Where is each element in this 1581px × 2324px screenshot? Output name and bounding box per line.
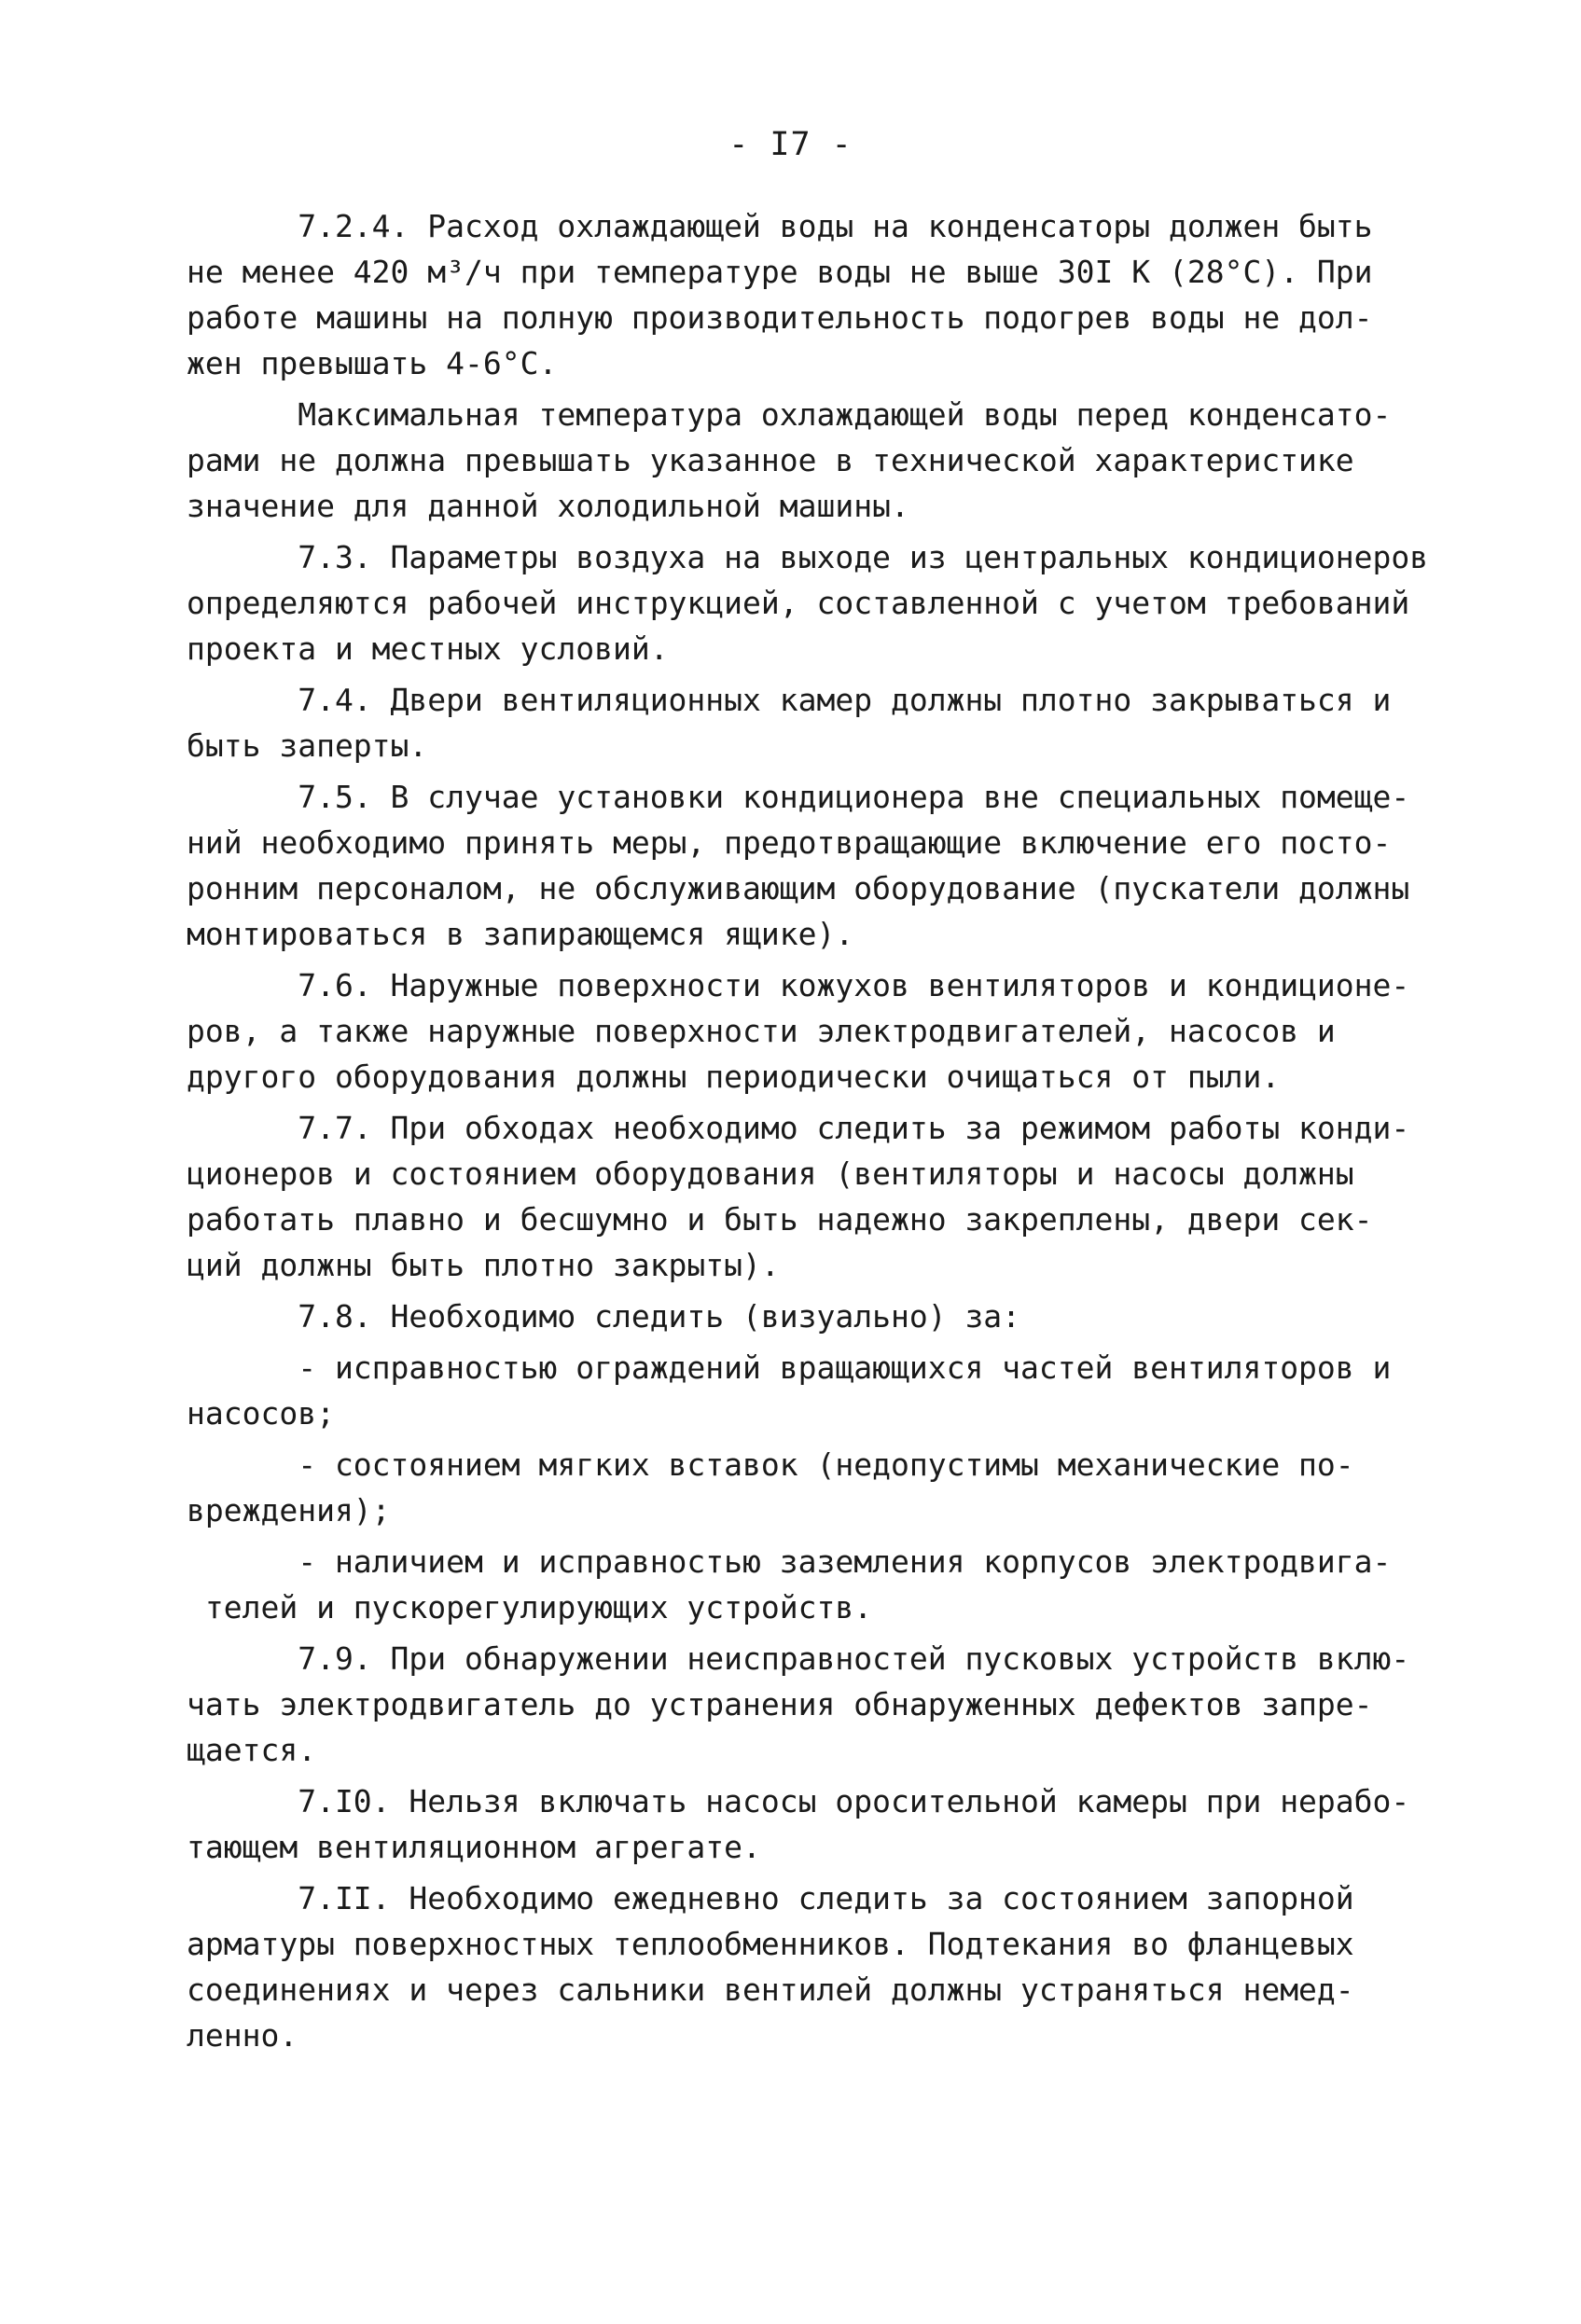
document-body <box>187 203 1436 2058</box>
text-line: - состоянием мягких вставок (недопустимы механические по- <box>187 1446 1354 1483</box>
text-line: ленно. <box>187 2017 298 2054</box>
text-line: не менее 420 м³/ч при температуре воды не выше 30I К (28°С). При <box>187 254 1373 290</box>
text-line: работе машины на полную производительность подогрев воды не дол- <box>187 299 1373 336</box>
text-line: ний необходимо принять меры, предотвращающие включение его посто- <box>187 824 1392 861</box>
text-line: проекта и местных условий. <box>187 630 669 667</box>
page-number: - I7 - <box>728 126 853 163</box>
text-line: насосов; <box>187 1395 335 1432</box>
text-line: чать электродвигатель до устранения обнаруженных дефектов запре- <box>187 1686 1373 1722</box>
text-line: арматуры поверхностных теплообменников. Подтекания во фланцевых <box>187 1926 1354 1962</box>
text-line: тающем вентиляционном агрегате. <box>187 1829 761 1865</box>
text-line: 7.4. Двери вентиляционных камер должны плотно закрываться и <box>187 682 1392 718</box>
text-line: 7.II. Необходимо ежедневно следить за состоянием запорной <box>187 1880 1354 1916</box>
text-line: 7.2.4. Расход охлаждающей воды на конденсаторы должен быть <box>187 208 1373 244</box>
text-line: - исправностью ограждений вращающихся частей вентиляторов и <box>187 1349 1392 1386</box>
text-line: 7.3. Параметры воздуха на выходе из центральных кондиционеров <box>187 539 1429 575</box>
text-line: определяются рабочей инструкцией, составленной с учетом требований <box>187 585 1410 621</box>
text-line: телей и пускорегулирующих устройств. <box>187 1589 873 1625</box>
text-line: 7.7. При обходах необходимо следить за режимом работы конди- <box>187 1110 1410 1146</box>
text-line: 7.5. В случае установки кондиционера вне специальных помеще- <box>187 779 1410 815</box>
text-line: 7.8. Необходимо следить (визуально) за: <box>187 1298 1021 1335</box>
text-line: Максимальная температура охлаждающей воды перед конденсато- <box>187 396 1392 433</box>
text-line: работать плавно и бесшумно и быть надежно закреплены, двери сек- <box>187 1201 1373 1238</box>
text-line: другого оборудования должны периодически очищаться от пыли. <box>187 1058 1281 1095</box>
text-line: ров, а также наружные поверхности электродвигателей, насосов и <box>187 1013 1336 1049</box>
text-line: - наличием и исправностью заземления корпусов электродвига- <box>187 1543 1392 1580</box>
text-line: 7.I0. Нельзя включать насосы оросительной камеры при нерабо- <box>187 1783 1410 1819</box>
text-line: монтироваться в запирающемся ящике). <box>187 916 854 952</box>
text-line: ционеров и состоянием оборудования (вентиляторы и насосы должны <box>187 1155 1354 1192</box>
text-line: жен превышать 4-6°С. <box>187 345 558 381</box>
text-line: 7.9. При обнаружении неисправностей пусковых устройств вклю- <box>187 1640 1410 1677</box>
text-line: вреждения); <box>187 1492 391 1529</box>
text-line: 7.6. Наружные поверхности кожухов вентиляторов и кондиционе- <box>187 967 1410 1003</box>
text-line: быть заперты. <box>187 727 428 764</box>
text-line: рами не должна превышать указанное в технической характеристике <box>187 442 1354 478</box>
text-line: щается. <box>187 1732 317 1768</box>
text-line: соединениях и через сальники вентилей должны устраняться немед- <box>187 1971 1354 2008</box>
text-line: ронним персоналом, не обслуживающим оборудование (пускатели должны <box>187 870 1410 906</box>
text-line: ций должны быть плотно закрыты). <box>187 1247 780 1283</box>
text-line: значение для данной холодильной машины. <box>187 488 909 524</box>
